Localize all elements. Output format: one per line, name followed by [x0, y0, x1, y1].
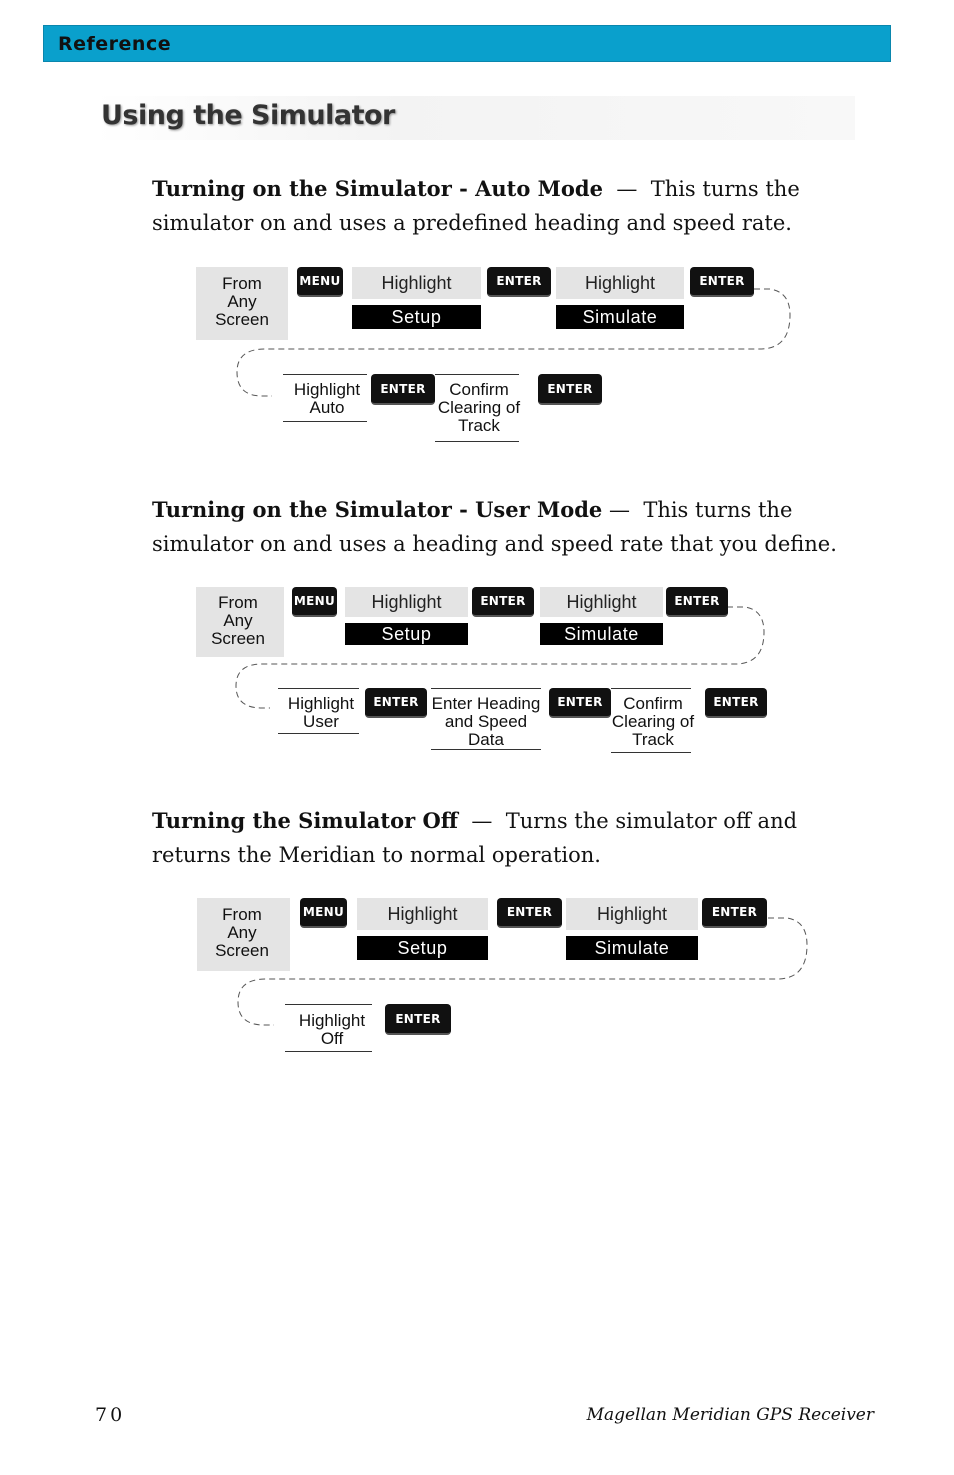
highlight-label: Highlight — [345, 587, 468, 617]
menu-key[interactable]: MENU — [300, 898, 347, 928]
enter-key[interactable]: ENTER — [365, 688, 427, 718]
highlight-label: Highlight — [540, 587, 663, 617]
off-paragraph — [152, 804, 872, 872]
menu-key[interactable]: MENU — [292, 587, 337, 617]
auto-mode-paragraph — [152, 172, 872, 240]
auto-mode-heading: Turning on the Simulator - Auto Mode — [152, 176, 603, 201]
document-title: Magellan Meridian GPS Receiver — [586, 1405, 874, 1425]
highlight-auto-label: Highlight Auto — [293, 380, 361, 417]
user-mode-paragraph — [152, 493, 872, 561]
section-header-label: Reference — [58, 33, 172, 55]
auto-mode-text: This turns the simulator on and uses a predefined heading and speed rate. — [152, 177, 800, 235]
user-mode-text: This turns the simulator on and uses a heading and speed rate that you define. — [152, 498, 837, 556]
setup-option[interactable]: Setup — [352, 305, 481, 329]
off-text: Turns the simulator off and returns the Meridian to normal operation. — [152, 809, 798, 867]
dash: — — [608, 498, 630, 522]
enter-key[interactable]: ENTER — [690, 267, 754, 297]
dash: — — [616, 177, 638, 201]
enter-key[interactable]: ENTER — [497, 898, 562, 928]
highlight-label: Highlight — [357, 898, 488, 930]
confirm-clearing-label: Confirm Clearing of Track — [437, 380, 521, 435]
enter-key[interactable]: ENTER — [371, 374, 435, 405]
enter-key[interactable]: ENTER — [549, 688, 611, 718]
highlight-off-label: Highlight Off — [298, 1011, 366, 1048]
dash: — — [471, 809, 493, 833]
enter-key[interactable]: ENTER — [705, 688, 767, 718]
enter-key[interactable]: ENTER — [487, 267, 551, 297]
menu-key[interactable]: MENU — [297, 267, 343, 297]
from-any-screen-label: From Any Screen — [211, 593, 265, 648]
off-heading: Turning the Simulator Off — [152, 808, 459, 833]
enter-key[interactable]: ENTER — [385, 1004, 451, 1035]
from-any-screen-label: From Any Screen — [215, 274, 269, 329]
simulate-option[interactable]: Simulate — [556, 305, 684, 329]
section-header-bar — [43, 25, 891, 62]
highlight-label: Highlight — [556, 267, 684, 299]
enter-key[interactable]: ENTER — [538, 374, 602, 405]
simulate-option[interactable]: Simulate — [566, 936, 698, 960]
highlight-label: Highlight — [566, 898, 698, 930]
from-any-screen-label: From Any Screen — [215, 905, 269, 960]
user-mode-heading: Turning on the Simulator - User Mode — [152, 497, 603, 522]
enter-key[interactable]: ENTER — [472, 587, 534, 617]
page-number: 70 — [95, 1404, 126, 1426]
setup-option[interactable]: Setup — [357, 936, 488, 960]
confirm-clearing-label: Confirm Clearing of Track — [611, 694, 695, 749]
setup-option[interactable]: Setup — [345, 623, 468, 645]
enter-key[interactable]: ENTER — [702, 898, 767, 928]
highlight-label: Highlight — [352, 267, 481, 299]
simulate-option[interactable]: Simulate — [540, 623, 663, 645]
page-title: Using the Simulator — [101, 100, 395, 131]
enter-heading-speed-label: Enter Heading and Speed Data — [431, 694, 541, 749]
highlight-user-label: Highlight User — [287, 694, 355, 731]
enter-key[interactable]: ENTER — [666, 587, 728, 617]
